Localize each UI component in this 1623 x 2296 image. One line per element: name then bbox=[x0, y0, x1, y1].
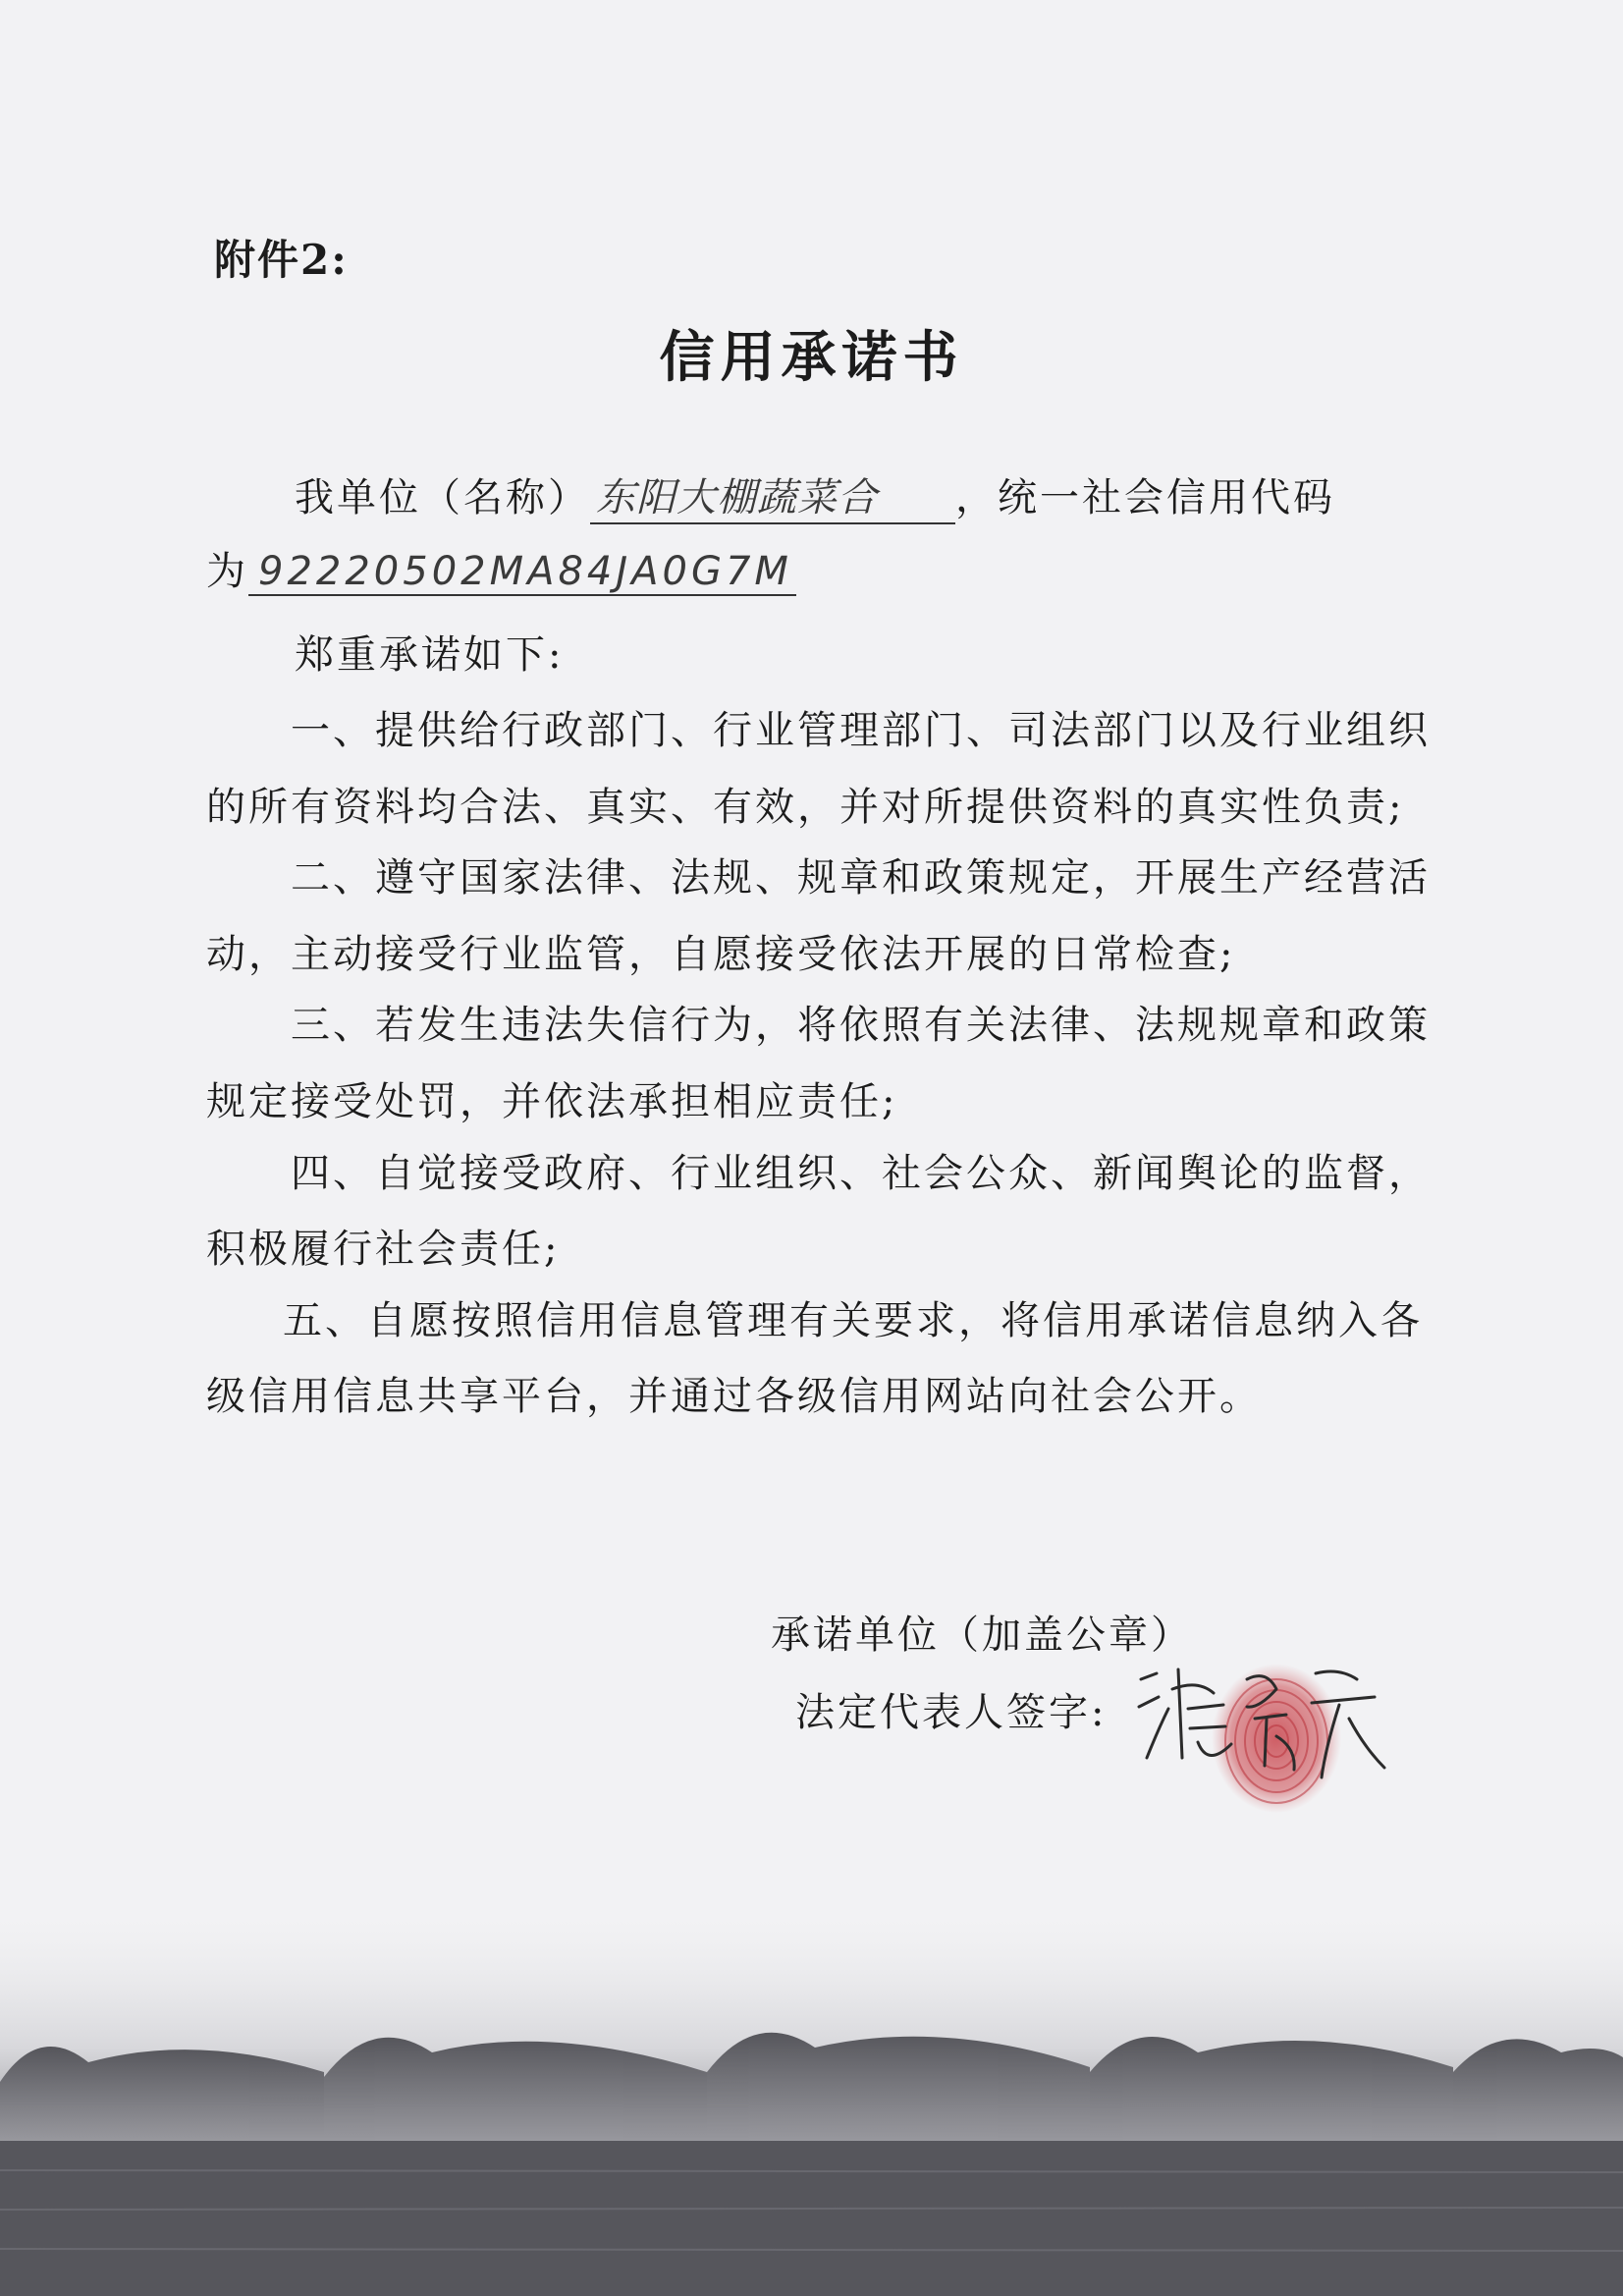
intro-line-name bbox=[295, 466, 1488, 524]
intro-prefix: 我单位（名称） bbox=[295, 475, 590, 520]
paragraph-3-line-a: 三、若发生违法失信行为，将依照有关法律、法规规章和政策 bbox=[291, 1003, 1431, 1048]
page-title: 信用承诺书 bbox=[659, 325, 964, 390]
paragraph-1-line-b: 的所有资料均合法、真实、有效，并对所提供资料的真实性负责; bbox=[206, 785, 1405, 830]
paragraph-4-line-a: 四、自觉接受政府、行业组织、社会公众、新闻舆论的监督， bbox=[291, 1151, 1431, 1196]
signature-handwritten bbox=[1129, 1650, 1394, 1787]
credit-code-handwritten: 92220502MA84JA0G7M bbox=[248, 549, 796, 596]
promise-line: 郑重承诺如下: bbox=[295, 632, 565, 678]
paragraph-2-line-b: 动，主动接受行业监管，自愿接受依法开展的日常检查; bbox=[206, 932, 1236, 977]
signature-rep-label: 法定代表人签字: bbox=[795, 1690, 1108, 1735]
paragraph-4-line-b: 积极履行社会责任; bbox=[206, 1227, 561, 1272]
decorative-footer-band bbox=[0, 1915, 1623, 2296]
code-prefix: 为 bbox=[206, 549, 248, 594]
signature-unit-label: 承诺单位（加盖公章） bbox=[771, 1613, 1193, 1658]
paragraph-2-line-a: 二、遵守国家法律、法规、规章和政策规定，开展生产经营活 bbox=[291, 855, 1431, 901]
intro-line-code bbox=[206, 540, 1399, 596]
paragraph-5-line-a: 五、自愿按照信用信息管理有关要求，将信用承诺信息纳入各 bbox=[283, 1298, 1423, 1343]
intro-suffix: ，统一社会信用代码 bbox=[955, 475, 1335, 520]
attachment-label: 附件2: bbox=[214, 236, 349, 284]
paragraph-3-line-b: 规定接受处罚，并依法承担相应责任; bbox=[206, 1079, 898, 1124]
paragraph-5-line-b: 级信用信息共享平台，并通过各级信用网站向社会公开。 bbox=[206, 1374, 1262, 1419]
paragraph-1-line-a: 一、提供给行政部门、行业管理部门、司法部门以及行业组织 bbox=[291, 708, 1431, 753]
unit-name-handwritten: 东阳大棚蔬菜合 bbox=[590, 466, 955, 524]
